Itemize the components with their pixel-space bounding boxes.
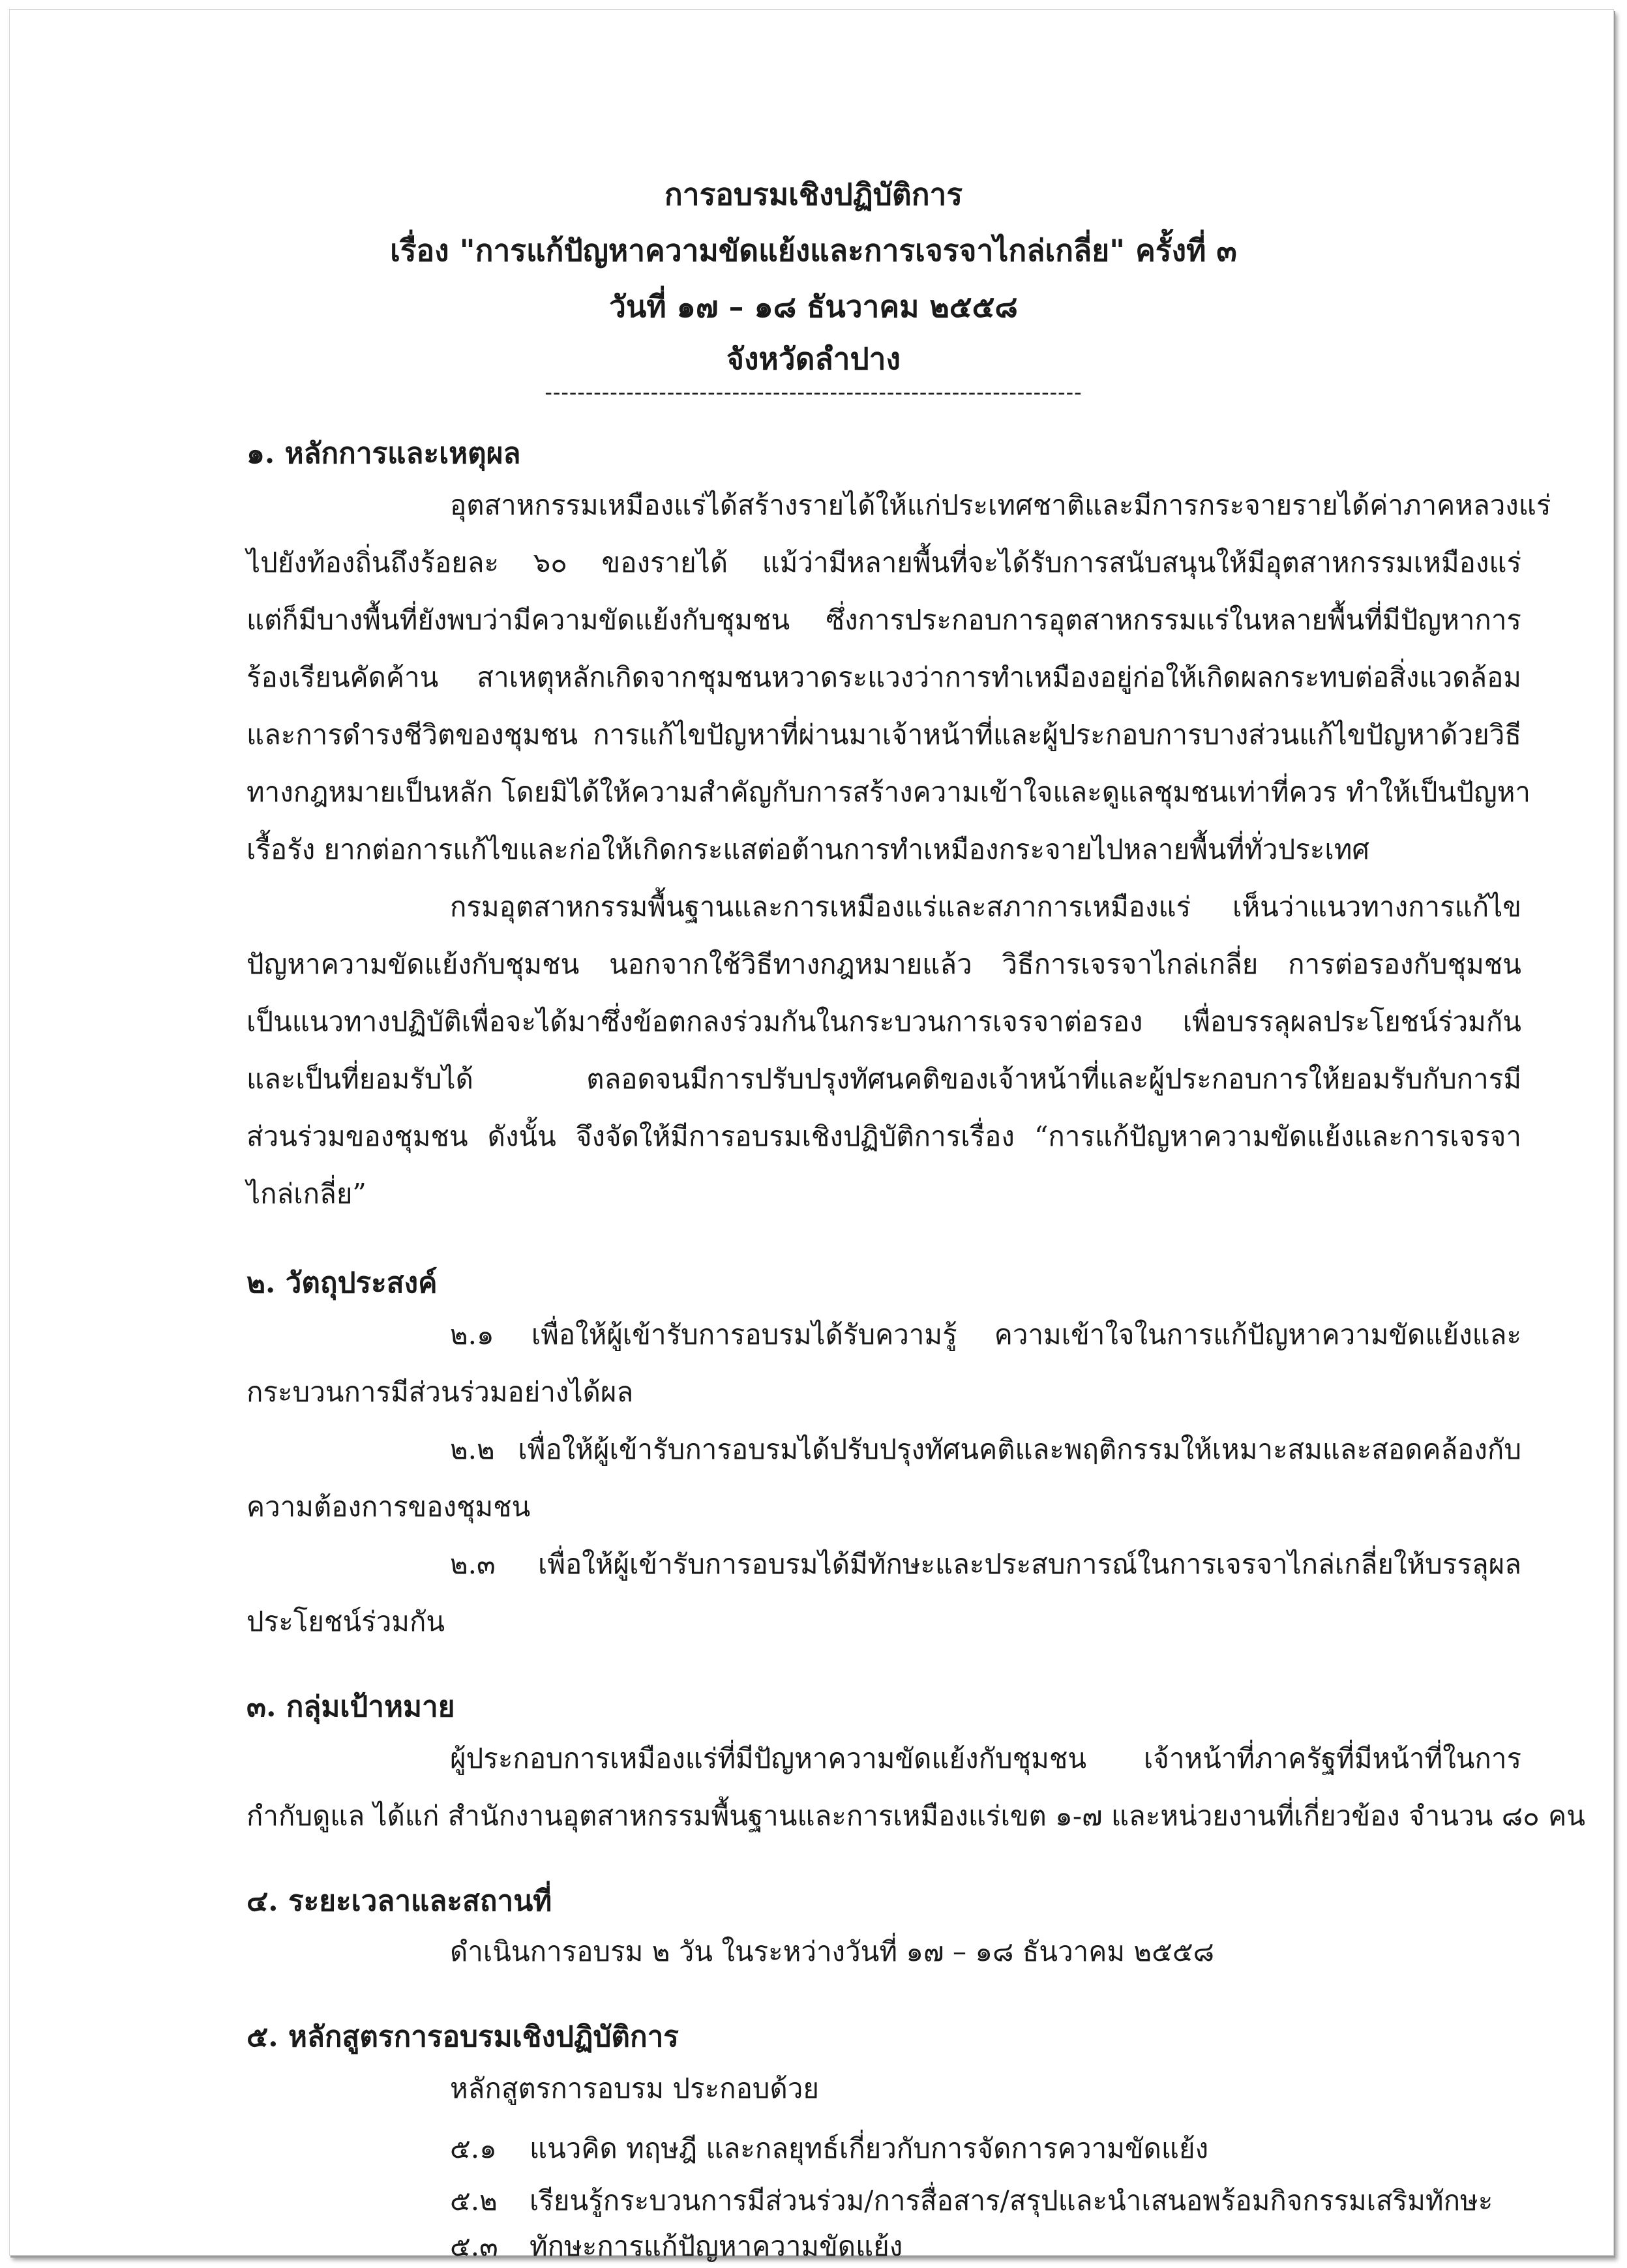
course-item-text: ทักษะการแก้ปัญหาความขัดแย้ง: [530, 2230, 903, 2262]
paragraph-line: ปัญหาความขัดแย้งกับชุมชน นอกจากใช้วิธีทางกฎหมายแล้ว วิธีการเจรจาไกล่เกลี่ย การต่อรองกับชุมชน: [246, 948, 1521, 980]
course-item-number: ๕.๒: [450, 2185, 498, 2216]
target-line: ผู้ประกอบการเหมืองแร่ที่มีปัญหาความขัดแย้งกับชุมชน เจ้าหน้าที่ภาครัฐที่มีหน้าที่ในการ: [450, 1742, 1521, 1774]
paragraph-line: อุตสาหกรรมเหมืองแร่ได้สร้างรายได้ให้แก่ประเทศชาติและมีการกระจายรายได้ค่าภาคหลวงแร่: [450, 489, 1551, 521]
course-item-number: ๕.๓: [450, 2230, 498, 2262]
doc-date: วันที่ ๑๗ – ๑๘ ธันวาคม ๒๕๕๘: [609, 289, 1018, 324]
paragraph-line: ไปยังท้องถิ่นถึงร้อยละ ๖๐ ของรายได้ แม้ว่ามีหลายพื้นที่จะได้รับการสนับสนุนให้มีอุตสาหกรรมเหมืองแร่: [246, 546, 1521, 578]
doc-location: จังหวัดลำปาง: [726, 341, 901, 376]
paragraph-line: เป็นแนวทางปฏิบัติเพื่อจะได้มาซึ่งข้อตกลงร่วมกันในกระบวนการเจรจาต่อรอง เพื่อบรรลุผลประโยชน์ร่วมกัน: [246, 1006, 1521, 1037]
paragraph-line: กรมอุตสาหกรรมพื้นฐานและการเหมืองแร่และสภาการเหมืองแร่ เห็นว่าแนวทางการแก้ไข: [450, 891, 1521, 923]
paragraph-line: แต่ก็มีบางพื้นที่ยังพบว่ามีความขัดแย้งกับชุมชน ซึ่งการประกอบการอุตสาหกรรมแร่ในหลายพื้นที่มีปัญหาการ: [246, 604, 1521, 636]
paragraph-line: เรื้อรัง ยากต่อการแก้ไขและก่อให้เกิดกระแสต่อต้านการทำเหมืองกระจายไปหลายพื้นที่ทั่วประเทศ: [246, 833, 1370, 865]
paragraph-line: ทางกฎหมายเป็นหลัก โดยมิได้ให้ความสำคัญกับการสร้างความเข้าใจและดูแลชุมชนเท่าที่ควร ทำให้เป็นปัญหา: [246, 776, 1530, 808]
paragraph-line: และเป็นที่ยอมรับได้ ตลอดจนมีการปรับปรุงทัศนคติของเจ้าหน้าที่และผู้ประกอบการให้ยอมรับกับการมี: [246, 1063, 1521, 1095]
doc-title: การอบรมเชิงปฏิบัติการ: [664, 177, 963, 212]
section-1-title: ๑. หลักการและเหตุผล: [246, 437, 521, 470]
target-line: กำกับดูแล ได้แก่ สำนักงานอุตสาหกรรมพื้นฐานและการเหมืองแร่เขต ๑-๗ และหน่วยงานที่เกี่ยวข้อง จำนวน ๘๐ คน: [246, 1800, 1585, 1832]
objective-line: ๒.๑ เพื่อให้ผู้เข้ารับการอบรมได้รับความรู้ ความเข้าใจในการแก้ปัญหาความขัดแย้งและ: [450, 1319, 1521, 1350]
paragraph-line: และการดำรงชีวิตของชุมชน การแก้ไขปัญหาที่ผ่านมาเจ้าหน้าที่และผู้ประกอบการบางส่วนแก้ไขปัญหาด้วยวิธี: [246, 719, 1521, 751]
objective-line: ๒.๒ เพื่อให้ผู้เข้ารับการอบรมได้ปรับปรุงทัศนคติและพฤติกรรมให้เหมาะสมและสอดคล้องกับ: [450, 1433, 1521, 1465]
paragraph-line: ร้องเรียนคัดค้าน สาเหตุหลักเกิดจากชุมชนหวาดระแวงว่าการทำเหมืองอยู่ก่อให้เกิดผลกระทบต่อสิ่งแวดล้อม: [246, 661, 1521, 693]
paragraph-line: ส่วนร่วมของชุมชน ดังนั้น จึงจัดให้มีการอบรมเชิงปฏิบัติการเรื่อง “การแก้ปัญหาความขัดแย้งและการเจรจา: [246, 1120, 1521, 1152]
course-item-text: แนวคิด ทฤษฎี และกลยุทธ์เกี่ยวกับการจัดการความขัดแย้ง: [530, 2132, 1209, 2164]
doc-subject: เรื่อง "การแก้ปัญหาความขัดแย้งและการเจรจาไกล่เกลี่ย" ครั้งที่ ๓: [390, 233, 1237, 268]
section-3-title: ๓. กลุ่มเป้าหมาย: [246, 1690, 455, 1723]
objective-line: กระบวนการมีส่วนร่วมอย่างได้ผล: [246, 1376, 634, 1408]
course-item-text: เรียนรู้กระบวนการมีส่วนร่วม/การสื่อสาร/สรุปและนำเสนอพร้อมกิจกรรมเสริมทักษะ: [530, 2185, 1493, 2216]
course-item-number: ๕.๑: [450, 2132, 497, 2164]
section-5-title: ๕. หลักสูตรการอบรมเชิงปฏิบัติการ: [246, 2020, 679, 2053]
paragraph-line: ไกล่เกลี่ย”: [246, 1178, 366, 1210]
section-2-title: ๒. วัตถุประสงค์: [246, 1266, 438, 1300]
objective-line: ความต้องการของชุมชน: [246, 1491, 531, 1523]
duration-text: ดำเนินการอบรม ๒ วัน ในระหว่างวันที่ ๑๗ – ๑๘ ธันวาคม ๒๕๕๘: [450, 1935, 1215, 1967]
section-4-title: ๔. ระยะเวลาและสถานที่: [246, 1885, 552, 1918]
objective-line: ประโยชน์ร่วมกัน: [246, 1605, 445, 1637]
course-intro: หลักสูตรการอบรม ประกอบด้วย: [450, 2072, 819, 2104]
objective-line: ๒.๓ เพื่อให้ผู้เข้ารับการอบรมได้มีทักษะและประสบการณ์ในการเจรจาไกล่เกลี่ยให้บรรลุผล: [450, 1548, 1521, 1580]
separator-line: ------------------------------------------------------------------: [545, 380, 1082, 406]
